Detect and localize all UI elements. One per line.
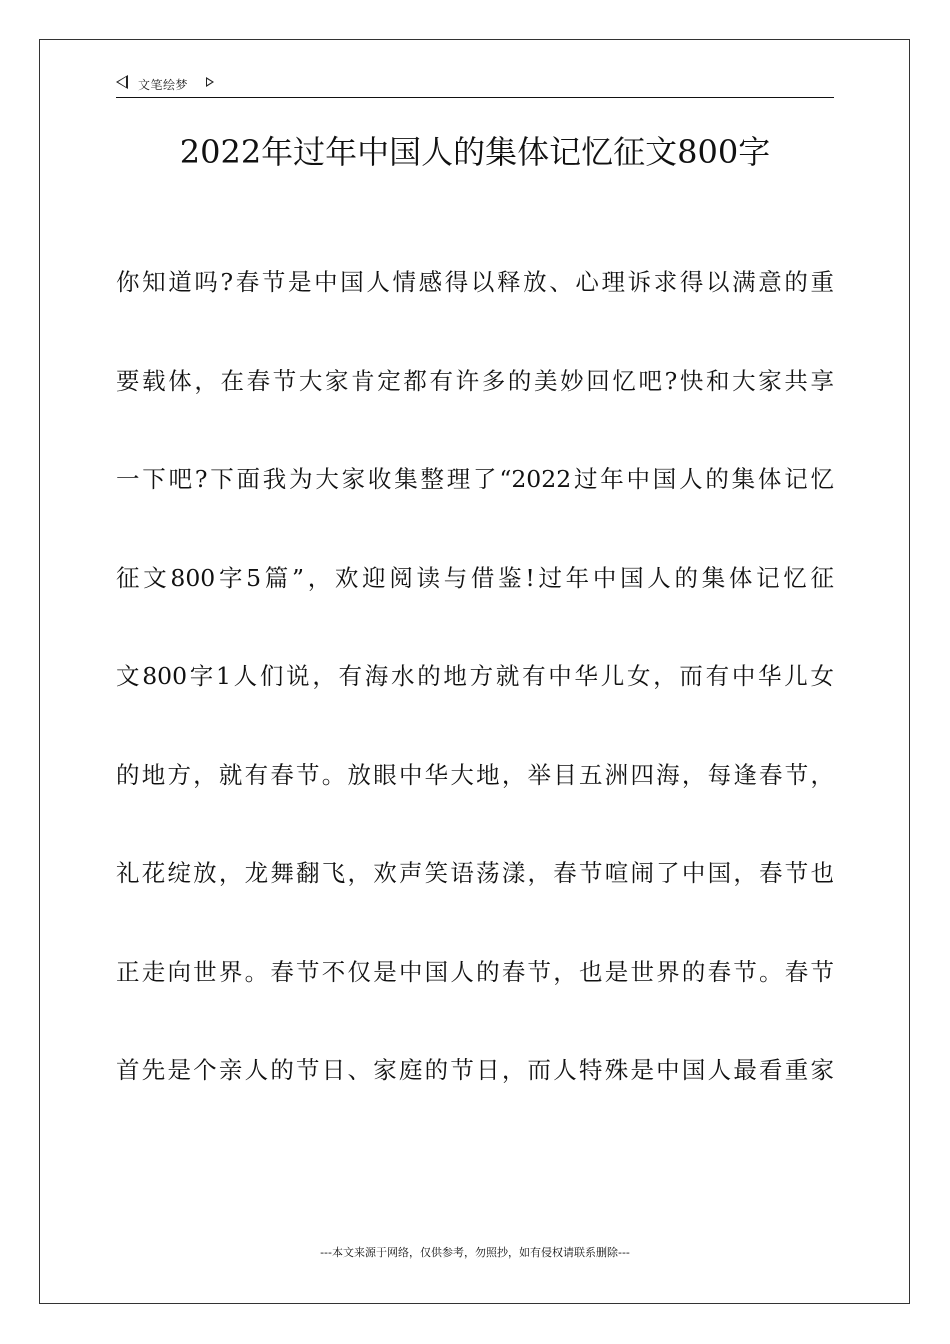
body-line: 礼花绽放，龙舞翻飞，欢声笑语荡漾，春节喧闹了中国，春节也 (116, 859, 834, 887)
header-brand: 文笔绘梦 (138, 78, 189, 92)
body-line: 文800字1人们说，有海水的地方就有中华儿女，而有中华儿女 (116, 662, 834, 690)
document-body (116, 260, 834, 1147)
triangle-left-icon (116, 75, 128, 89)
body-line: 征文800字5篇”，欢迎阅读与借鉴!过年中国人的集体记忆征 (116, 563, 834, 592)
body-line: 的地方，就有春节。放眼中华大地，举目五洲四海，每逢春节， (116, 760, 834, 789)
body-line: 首先是个亲人的节日、家庭的节日，而人特殊是中国人最看重家 (116, 1056, 834, 1084)
triangle-right-icon (206, 77, 214, 87)
document-title: 2022年过年中国人的集体记忆征文800字 (179, 133, 771, 171)
page-header (116, 72, 834, 98)
body-line: 正走向世界。春节不仅是中国人的春节，也是世界的春节。春节 (116, 957, 834, 986)
body-line: 要载体，在春节大家肯定都有许多的美妙回忆吧?快和大家共享 (116, 366, 834, 395)
body-line: 你知道吗?春节是中国人情感得以释放、心理诉求得以满意的重 (116, 268, 834, 296)
body-line: 一下吧?下面我为大家收集整理了“2022过年中国人的集体记忆 (116, 465, 834, 493)
page-footer: ---本文来源于网络，仅供参考，勿照抄，如有侵权请联系删除--- (320, 1246, 630, 1259)
